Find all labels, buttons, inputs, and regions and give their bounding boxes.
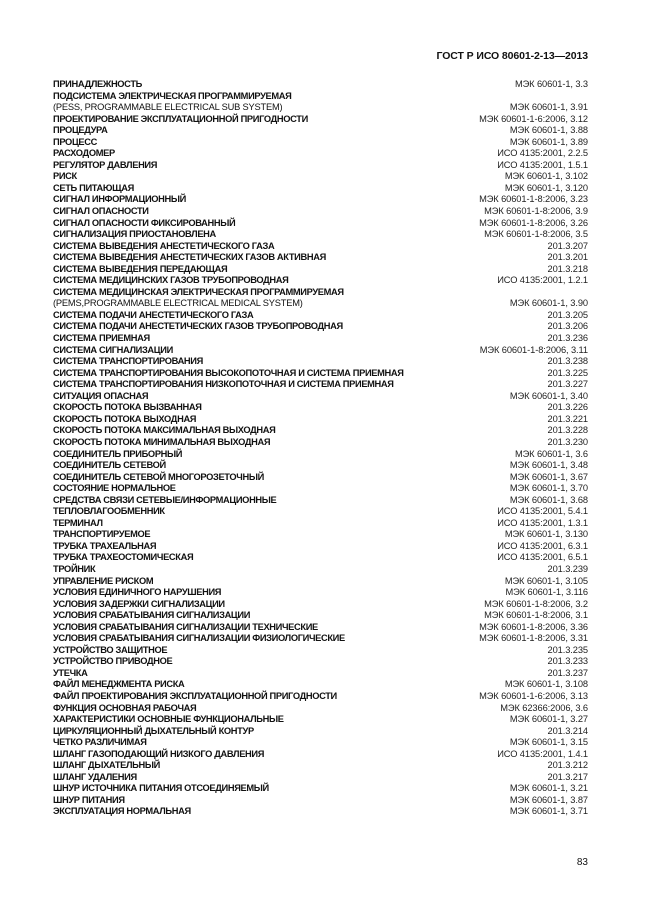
index-entry <box>53 449 588 461</box>
index-entry <box>53 599 588 611</box>
entry-reference: 201.3.235 <box>547 644 588 655</box>
entry-term: УСТРОЙСТВО ЗАЩИТНОЕ <box>53 644 168 655</box>
entry-term: СОЕДИНИТЕЛЬ ПРИБОРНЫЙ <box>53 448 183 459</box>
entry-term: ТЕРМИНАЛ <box>53 517 103 528</box>
entry-reference: ИСО 4135:2001, 5.4.1 <box>497 506 588 517</box>
entry-reference: МЭК 60601-1, 3.102 <box>504 171 588 182</box>
index-entry <box>53 806 588 818</box>
entry-term: УСТРОЙСТВО ПРИВОДНОЕ <box>53 656 173 667</box>
entry-term: ТРАНСПОРТИРУЕМОЕ <box>53 529 151 540</box>
entry-reference: 201.3.227 <box>547 379 588 390</box>
index-entry <box>53 252 588 264</box>
index-entry <box>53 148 588 160</box>
entry-term: ФУНКЦИЯ ОСНОВНАЯ РАБОЧАЯ <box>53 702 197 713</box>
entry-term: УСЛОВИЯ СРАБАТЫВАНИЯ СИГНАЛИЗАЦИИ ФИЗИОЛОГИЧЕСКИЕ <box>53 633 345 644</box>
entry-reference: 201.3.233 <box>547 656 588 667</box>
entry-term: УСЛОВИЯ ЕДИНИЧНОГО НАРУШЕНИЯ <box>53 587 222 598</box>
entry-reference: МЭК 60601-1, 3.108 <box>504 679 588 690</box>
entry-reference: МЭК 60601-1, 3.120 <box>504 182 588 193</box>
entry-reference: МЭК 60601-1-6:2006, 3.13 <box>479 690 588 701</box>
index-entry <box>53 518 588 530</box>
entry-reference: 201.3.236 <box>547 333 588 344</box>
entry-reference: 201.3.237 <box>547 667 588 678</box>
entry-reference: 201.3.212 <box>547 760 588 771</box>
entry-term: РЕГУЛЯТОР ДАВЛЕНИЯ <box>53 159 158 170</box>
index-entry <box>53 425 588 437</box>
entry-reference: МЭК 60601-1, 3.71 <box>509 806 588 817</box>
index-entry <box>53 506 588 518</box>
index-entry <box>53 298 588 310</box>
index-entry <box>53 321 588 333</box>
entry-term: СИТУАЦИЯ ОПАСНАЯ <box>53 390 149 401</box>
entry-reference: МЭК 60601-1, 3.21 <box>509 783 588 794</box>
entry-term: ШЛАНГ ГАЗОПОДАЮЩИЙ НИЗКОГО ДАВЛЕНИЯ <box>53 748 265 759</box>
index-entry <box>53 714 588 726</box>
index-entry <box>53 783 588 795</box>
entry-term: ТРОЙНИК <box>53 563 96 574</box>
entry-reference: МЭК 60601-1, 3.116 <box>505 587 588 598</box>
entry-term: СРЕДСТВА СВЯЗИ СЕТЕВЫЕ/ИНФОРМАЦИОННЫЕ <box>53 494 277 505</box>
entry-term: СЕТЬ ПИТАЮЩАЯ <box>53 182 134 193</box>
index-entry <box>53 391 588 403</box>
entry-reference: МЭК 60601-1-8:2006, 3.31 <box>479 633 588 644</box>
entry-reference: МЭК 60601-1, 3.130 <box>504 529 588 540</box>
entry-reference: ИСО 4135:2001, 1.2.1 <box>497 275 588 286</box>
index-entry <box>53 760 588 772</box>
index-entry <box>53 772 588 784</box>
entry-term: ШЛАНГ ДЫХАТЕЛЬНЫЙ <box>53 760 160 771</box>
entry-term: УСЛОВИЯ ЗАДЕРЖКИ СИГНАЛИЗАЦИИ <box>53 598 225 609</box>
index-entry <box>53 206 588 218</box>
entry-term: СИСТЕМА ТРАНСПОРТИРОВАНИЯ <box>53 356 203 367</box>
entry-term: УСЛОВИЯ СРАБАТЫВАНИЯ СИГНАЛИЗАЦИИ ТЕХНИЧЕСКИЕ <box>53 621 318 632</box>
entry-reference: 201.3.225 <box>547 367 588 378</box>
entry-term: ЭКСПЛУАТАЦИЯ НОРМАЛЬНАЯ <box>53 806 191 817</box>
term-index-list <box>53 79 588 818</box>
entry-reference: МЭК 62366:2006, 3.6 <box>500 702 588 713</box>
entry-reference: МЭК 60601-1-6:2006, 3.12 <box>479 113 588 124</box>
entry-term: СИСТЕМА ВЫВЕДЕНИЯ АНЕСТЕТИЧЕСКИХ ГАЗОВ АКТИВНАЯ <box>53 252 326 263</box>
entry-term: ПРОЕКТИРОВАНИЕ ЭКСПЛУАТАЦИОННОЙ ПРИГОДНОСТИ <box>53 113 308 124</box>
entry-reference: МЭК 60601-1, 3.88 <box>509 125 588 136</box>
entry-term: РИСК <box>53 171 77 182</box>
entry-reference: МЭК 60601-1-8:2006, 3.36 <box>479 621 588 632</box>
index-entry <box>53 610 588 622</box>
index-entry <box>53 102 588 114</box>
entry-term: ПРОЦЕДУРА <box>53 125 108 136</box>
index-entry <box>53 379 588 391</box>
entry-term: СИГНАЛ ОПАСНОСТИ ФИКСИРОВАННЫЙ <box>53 217 236 228</box>
entry-reference: МЭК 60601-1, 3.48 <box>509 460 588 471</box>
entry-term: СИСТЕМА ПОДАЧИ АНЕСТЕТИЧЕСКОГО ГАЗА <box>53 309 254 320</box>
index-entry <box>53 79 588 91</box>
entry-term: СИГНАЛ ИНФОРМАЦИОННЫЙ <box>53 194 186 205</box>
entry-term: СИСТЕМА ВЫВЕДЕНИЯ ПЕРЕДАЮЩАЯ <box>53 263 228 274</box>
entry-reference: МЭК 60601-1, 3.40 <box>509 390 588 401</box>
index-entry <box>53 368 588 380</box>
index-entry <box>53 460 588 472</box>
entry-reference: МЭК 60601-1, 3.6 <box>514 448 588 459</box>
entry-term: РАСХОДОМЕР <box>53 148 115 159</box>
entry-reference: МЭК 60601-1, 3.70 <box>509 483 588 494</box>
entry-term: УПРАВЛЕНИЕ РИСКОМ <box>53 575 154 586</box>
index-entry <box>53 194 588 206</box>
index-entry <box>53 275 588 287</box>
index-entry <box>53 345 588 357</box>
entry-reference: МЭК 60601-1, 3.15 <box>509 737 588 748</box>
entry-reference: МЭК 60601-1-8:2006, 3.11 <box>479 344 588 355</box>
entry-term: УСЛОВИЯ СРАБАТЫВАНИЯ СИГНАЛИЗАЦИИ <box>53 610 251 621</box>
entry-reference: МЭК 60601-1, 3.87 <box>509 794 588 805</box>
entry-term: (PESS, PROGRAMMABLE ELECTRICAL SUB SYSTEM) <box>53 102 283 113</box>
index-entry <box>53 679 588 691</box>
entry-term: ТРУБКА ТРАХЕАЛЬНАЯ <box>53 540 157 551</box>
entry-reference: ИСО 4135:2001, 2.2.5 <box>497 148 588 159</box>
index-entry <box>53 356 588 368</box>
index-entry <box>53 137 588 149</box>
entry-term: СКОРОСТЬ ПОТОКА МИНИМАЛЬНАЯ ВЫХОДНАЯ <box>53 436 271 447</box>
entry-reference: ИСО 4135:2001, 6.3.1 <box>497 540 588 551</box>
index-entry <box>53 541 588 553</box>
index-entry <box>53 91 588 103</box>
index-entry <box>53 264 588 276</box>
index-entry <box>53 333 588 345</box>
entry-term: СИГНАЛИЗАЦИЯ ПРИОСТАНОВЛЕНА <box>53 229 216 240</box>
entry-term: ФАЙЛ ПРОЕКТИРОВАНИЯ ЭКСПЛУАТАЦИОННОЙ ПРИГОДНОСТИ <box>53 690 337 701</box>
page-number: 83 <box>576 857 588 868</box>
index-entry <box>53 495 588 507</box>
entry-reference: ИСО 4135:2001, 1.5.1 <box>497 159 588 170</box>
entry-reference: 201.3.221 <box>547 413 588 424</box>
entry-term: ШНУР ПИТАНИЯ <box>53 794 125 805</box>
entry-term: СИСТЕМА МЕДИЦИНСКАЯ ЭЛЕКТРИЧЕСКАЯ ПРОГРАММИРУЕМАЯ <box>53 286 344 297</box>
entry-term: ШЛАНГ УДАЛЕНИЯ <box>53 771 137 782</box>
index-entry <box>53 552 588 564</box>
entry-term: ПРИНАДЛЕЖНОСТЬ <box>53 79 142 89</box>
entry-reference: ИСО 4135:2001, 1.3.1 <box>497 517 588 528</box>
entry-term: ТЕПЛОВЛАГООБМЕННИК <box>53 506 165 517</box>
entry-reference: 201.3.217 <box>547 771 588 782</box>
entry-reference: 201.3.214 <box>547 725 588 736</box>
entry-reference: МЭК 60601-1, 3.68 <box>509 494 588 505</box>
entry-reference: 201.3.230 <box>547 436 588 447</box>
document-header: ГОСТ Р ИСО 80601-2-13—2013 <box>436 50 588 62</box>
entry-term: СИСТЕМА ПОДАЧИ АНЕСТЕТИЧЕСКИХ ГАЗОВ ТРУБОПРОВОДНАЯ <box>53 321 343 332</box>
entry-term: СИСТЕМА ВЫВЕДЕНИЯ АНЕСТЕТИЧЕСКОГО ГАЗА <box>53 240 275 251</box>
index-entry <box>53 125 588 137</box>
index-entry <box>53 310 588 322</box>
index-entry <box>53 633 588 645</box>
entry-reference: ИСО 4135:2001, 6.5.1 <box>497 552 588 563</box>
entry-reference: 201.3.239 <box>547 563 588 574</box>
entry-term: СИСТЕМА ТРАНСПОРТИРОВАНИЯ ВЫСОКОПОТОЧНАЯ И СИСТЕМА ПРИЕМНАЯ <box>53 367 404 378</box>
entry-reference: МЭК 60601-1, 3.67 <box>509 471 588 482</box>
entry-term: ЦИРКУЛЯЦИОННЫЙ ДЫХАТЕЛЬНЫЙ КОНТУР <box>53 725 254 736</box>
entry-reference: МЭК 60601-1, 3.3 <box>514 79 588 89</box>
index-entry <box>53 645 588 657</box>
entry-reference: МЭК 60601-1-8:2006, 3.2 <box>484 598 588 609</box>
entry-reference: МЭК 60601-1, 3.91 <box>509 102 588 113</box>
entry-term: ФАЙЛ МЕНЕДЖМЕНТА РИСКА <box>53 679 185 690</box>
entry-reference: 201.3.206 <box>547 321 588 332</box>
index-entry <box>53 218 588 230</box>
entry-term: ПОДСИСТЕМА ЭЛЕКТРИЧЕСКАЯ ПРОГРАММИРУЕМАЯ <box>53 90 292 101</box>
entry-term: СИСТЕМА ПРИЕМНАЯ <box>53 333 150 344</box>
entry-term: СИСТЕМА ТРАНСПОРТИРОВАНИЯ НИЗКОПОТОЧНАЯ И СИСТЕМА ПРИЕМНАЯ <box>53 379 394 390</box>
entry-term: СКОРОСТЬ ПОТОКА МАКСИМАЛЬНАЯ ВЫХОДНАЯ <box>53 425 276 436</box>
entry-term: (PEMS,PROGRAMMABLE ELECTRICAL MEDICAL SYSTEM) <box>53 298 303 309</box>
index-entry <box>53 437 588 449</box>
entry-term: ХАРАКТЕРИСТИКИ ОСНОВНЫЕ ФУНКЦИОНАЛЬНЫЕ <box>53 714 284 725</box>
index-entry <box>53 795 588 807</box>
index-entry <box>53 749 588 761</box>
entry-term: СИГНАЛ ОПАСНОСТИ <box>53 206 149 217</box>
entry-reference: 201.3.201 <box>547 252 588 263</box>
entry-term: СОСТОЯНИЕ НОРМАЛЬНОЕ <box>53 483 176 494</box>
entry-term: ЧЕТКО РАЗЛИЧИМАЯ <box>53 737 147 748</box>
index-entry <box>53 414 588 426</box>
entry-reference: МЭК 60601-1, 3.89 <box>509 136 588 147</box>
index-entry <box>53 656 588 668</box>
entry-reference: 201.3.228 <box>547 425 588 436</box>
entry-reference: 201.3.205 <box>547 309 588 320</box>
entry-term: СОЕДИНИТЕЛЬ СЕТЕВОЙ <box>53 460 166 471</box>
entry-reference: МЭК 60601-1, 3.27 <box>509 714 588 725</box>
entry-term: СИСТЕМА МЕДИЦИНСКИХ ГАЗОВ ТРУБОПРОВОДНАЯ <box>53 275 289 286</box>
index-entry <box>53 576 588 588</box>
index-entry <box>53 668 588 680</box>
index-entry <box>53 483 588 495</box>
index-entry <box>53 160 588 172</box>
index-entry <box>53 529 588 541</box>
entry-reference: 201.3.218 <box>547 263 588 274</box>
index-entry <box>53 691 588 703</box>
index-entry <box>53 737 588 749</box>
entry-reference: 201.3.226 <box>547 402 588 413</box>
entry-reference: МЭК 60601-1, 3.90 <box>509 298 588 309</box>
index-entry <box>53 183 588 195</box>
index-entry <box>53 241 588 253</box>
index-entry <box>53 622 588 634</box>
entry-term: СКОРОСТЬ ПОТОКА ВЫХОДНАЯ <box>53 413 197 424</box>
entry-reference: 201.3.207 <box>547 240 588 251</box>
entry-term: ПРОЦЕСС <box>53 136 97 147</box>
entry-term: УТЕЧКА <box>53 667 88 678</box>
index-entry <box>53 114 588 126</box>
index-entry <box>53 703 588 715</box>
entry-term: ТРУБКА ТРАХЕОСТОМИЧЕСКАЯ <box>53 552 194 563</box>
entry-reference: ИСО 4135:2001, 1.4.1 <box>497 748 588 759</box>
entry-term: СИСТЕМА СИГНАЛИЗАЦИИ <box>53 344 173 355</box>
entry-reference: МЭК 60601-1-8:2006, 3.26 <box>479 217 588 228</box>
entry-reference: МЭК 60601-1, 3.105 <box>504 575 588 586</box>
entry-reference: МЭК 60601-1-8:2006, 3.5 <box>484 229 588 240</box>
index-entry <box>53 472 588 484</box>
entry-reference: 201.3.238 <box>547 356 588 367</box>
entry-term: ШНУР ИСТОЧНИКА ПИТАНИЯ ОТСОЕДИНЯЕМЫЙ <box>53 783 269 794</box>
index-entry <box>53 726 588 738</box>
entry-reference: МЭК 60601-1-8:2006, 3.9 <box>484 206 588 217</box>
index-entry <box>53 229 588 241</box>
index-entry <box>53 287 588 299</box>
index-entry <box>53 564 588 576</box>
entry-reference: МЭК 60601-1-8:2006, 3.1 <box>484 610 588 621</box>
index-entry <box>53 402 588 414</box>
entry-reference: МЭК 60601-1-8:2006, 3.23 <box>479 194 588 205</box>
index-entry <box>53 171 588 183</box>
index-entry <box>53 587 588 599</box>
entry-term: СКОРОСТЬ ПОТОКА ВЫЗВАННАЯ <box>53 402 202 413</box>
entry-term: СОЕДИНИТЕЛЬ СЕТЕВОЙ МНОГОРОЗЕТОЧНЫЙ <box>53 471 264 482</box>
